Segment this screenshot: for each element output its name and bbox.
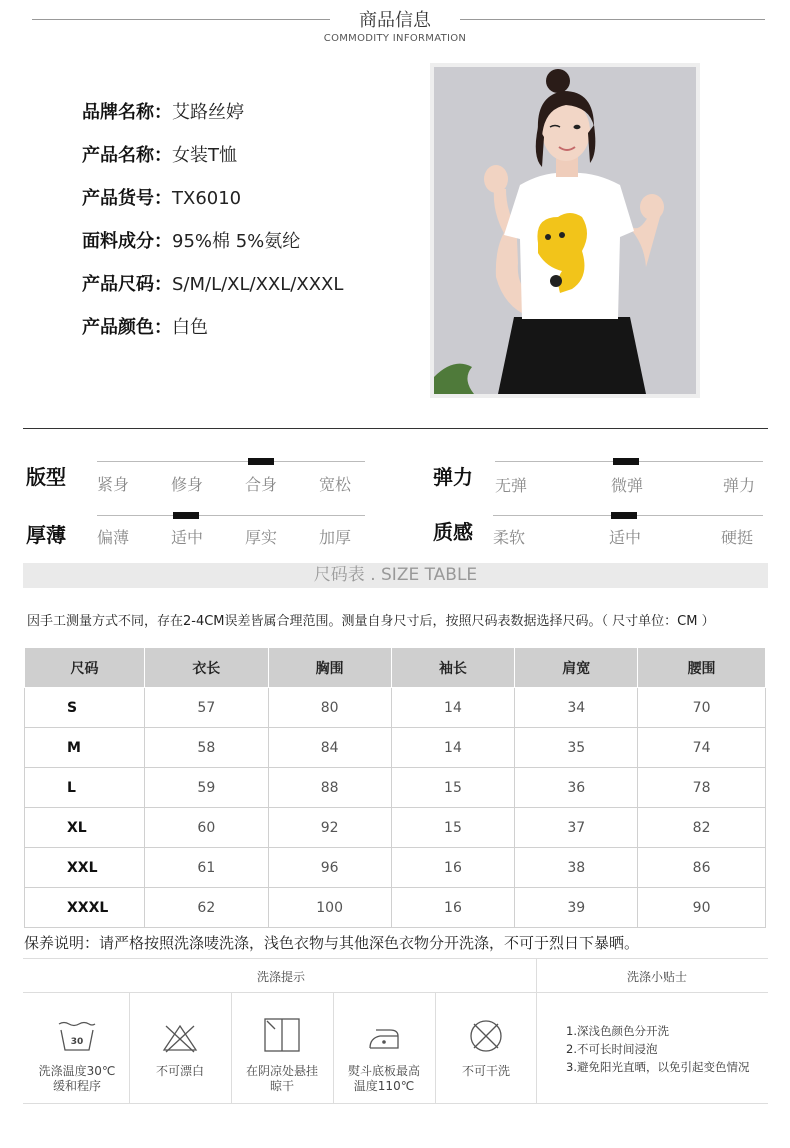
table-cell: 92 [268, 808, 391, 848]
table-cell: 16 [391, 888, 515, 928]
info-value: 95%棉 5%氨纶 [172, 231, 301, 252]
attribute-label: 版型 [26, 465, 66, 489]
section-subtitle: COMMODITY INFORMATION [323, 33, 467, 44]
table-cell: 39 [515, 888, 638, 928]
table-cell: 80 [268, 688, 391, 728]
scale-option: 适中 [171, 528, 204, 547]
scale-marker [173, 512, 199, 519]
info-key: 面料成分： [82, 231, 172, 252]
table-cell: 78 [638, 768, 766, 808]
wash-bottom-border [23, 1103, 768, 1104]
wash-item [436, 1018, 536, 1079]
table-cell: 82 [638, 808, 766, 848]
table-cell: 70 [638, 688, 766, 728]
scale-marker [613, 458, 639, 465]
table-row [25, 688, 766, 728]
wash-30-icon [57, 1020, 97, 1054]
scale-marker [248, 458, 274, 465]
section-title: 商品信息 [359, 10, 431, 31]
wash-divider [536, 958, 537, 1104]
table-row [25, 888, 766, 928]
size-cell: L [25, 768, 145, 808]
scale-option: 硬挺 [721, 528, 754, 547]
scale-option: 加厚 [319, 528, 352, 547]
column-header: 腰围 [638, 648, 766, 688]
info-value: TX6010 [172, 188, 242, 209]
wash-header-border [23, 992, 768, 993]
info-brand [82, 98, 343, 141]
table-cell: 58 [144, 728, 268, 768]
info-fabric [82, 227, 343, 270]
size-cell: XL [25, 808, 145, 848]
table-cell: 59 [144, 768, 268, 808]
info-key: 品牌名称： [82, 102, 172, 123]
size-cell: XXXL [25, 888, 145, 928]
info-value: S/M/L/XL/XXL/XXXL [172, 274, 344, 295]
wash-item-text: 在阴凉处悬挂 [245, 1064, 318, 1078]
table-cell: 100 [268, 888, 391, 928]
column-header: 肩宽 [515, 648, 638, 688]
wash-tip: 3.避免阳光直晒，以免引起变色情况 [566, 1060, 750, 1074]
line-dry-shade-icon [262, 1016, 302, 1054]
size-cell: XXL [25, 848, 145, 888]
column-header: 衣长 [144, 648, 268, 688]
wash-item-text: 晾干 [269, 1079, 294, 1093]
table-row [25, 808, 766, 848]
wash-tip: 2.不可长时间浸泡 [566, 1042, 658, 1056]
size-cell: M [25, 728, 145, 768]
wash-item [27, 1020, 127, 1094]
scale-marker [611, 512, 637, 519]
table-cell: 60 [144, 808, 268, 848]
column-header: 尺码 [25, 648, 145, 688]
column-header: 袖长 [391, 648, 515, 688]
table-cell: 86 [638, 848, 766, 888]
wash-panel [23, 958, 768, 1104]
table-cell: 14 [391, 688, 515, 728]
scale-option: 紧身 [97, 475, 130, 494]
no-bleach-icon [160, 1020, 200, 1054]
scale-option: 柔软 [493, 528, 526, 547]
no-dry-clean-icon [466, 1018, 506, 1054]
wash-item [232, 1016, 332, 1094]
column-header: 胸围 [268, 648, 391, 688]
table-cell: 15 [391, 768, 515, 808]
table-cell: 15 [391, 808, 515, 848]
care-instructions: 保养说明：请严格按照洗涤唛洗涤，浅色衣物与其他深色衣物分开洗涤，不可于烈日下暴晒。 [24, 934, 640, 952]
info-product-name [82, 141, 343, 184]
scale-option: 偏薄 [97, 528, 130, 547]
wash-right-header: 洗涤小贴士 [627, 970, 688, 984]
scale-option: 适中 [609, 528, 642, 547]
table-cell: 37 [515, 808, 638, 848]
wash-item [334, 1022, 434, 1094]
product-photo [430, 63, 700, 398]
info-color [82, 313, 343, 356]
table-cell: 35 [515, 728, 638, 768]
product-info-list [82, 98, 343, 356]
attributes-top-divider [23, 428, 768, 429]
product-photo-image [434, 67, 696, 394]
attribute-label: 质感 [433, 520, 473, 544]
scale-option: 弹力 [723, 476, 756, 495]
wash-item-text: 不可干洗 [461, 1064, 510, 1078]
table-cell: 88 [268, 768, 391, 808]
table-cell: 34 [515, 688, 638, 728]
table-cell: 90 [638, 888, 766, 928]
scale-option: 合身 [245, 475, 278, 494]
info-value: 白色 [172, 317, 208, 338]
table-cell: 61 [144, 848, 268, 888]
info-key: 产品名称： [82, 145, 172, 166]
measurement-note: 因手工测量方式不同，存在2-4CM误差皆属合理范围。测量自身尺寸后，按照尺码表数据选择尺码。（ 尺寸单位：CM ） [27, 614, 715, 629]
table-cell: 14 [391, 728, 515, 768]
table-cell: 74 [638, 728, 766, 768]
info-key: 产品颜色： [82, 317, 172, 338]
attribute-label: 弹力 [433, 465, 473, 489]
scale-option: 修身 [171, 475, 204, 494]
size-table-banner: 尺码表 . SIZE TABLE [23, 563, 768, 588]
wash-temp-text: 30 [70, 1037, 84, 1047]
wash-item-text: 洗涤温度30℃ [38, 1064, 116, 1078]
wash-item-text: 熨斗底板最高 [347, 1064, 420, 1078]
info-key: 产品货号： [82, 188, 172, 209]
wash-item-text: 缓和程序 [52, 1079, 101, 1093]
info-key: 产品尺码： [82, 274, 172, 295]
scale-option: 无弹 [495, 476, 528, 495]
info-value: 艾路丝婷 [172, 102, 244, 123]
size-table-header [25, 648, 766, 688]
table-cell: 96 [268, 848, 391, 888]
table-cell: 36 [515, 768, 638, 808]
table-cell: 84 [268, 728, 391, 768]
wash-tips [566, 1022, 749, 1076]
info-item-number [82, 184, 343, 227]
wash-left-header: 洗涤提示 [257, 970, 306, 984]
table-cell: 62 [144, 888, 268, 928]
wash-top-border [23, 958, 768, 959]
info-value: 女装T恤 [172, 145, 237, 166]
table-cell: 16 [391, 848, 515, 888]
table-cell: 38 [515, 848, 638, 888]
table-row [25, 848, 766, 888]
scale-track [97, 461, 365, 462]
wash-item-text: 温度110℃ [353, 1079, 415, 1093]
table-row [25, 728, 766, 768]
table-row [25, 768, 766, 808]
size-cell: S [25, 688, 145, 728]
scale-option: 厚实 [245, 528, 278, 547]
iron-icon [364, 1022, 404, 1054]
info-sizes [82, 270, 343, 313]
size-table [24, 647, 766, 928]
scale-track [97, 515, 365, 516]
wash-item [130, 1020, 230, 1079]
wash-tip: 1.深浅色颜色分开洗 [566, 1024, 669, 1038]
table-cell: 57 [144, 688, 268, 728]
wash-item-text: 不可漂白 [155, 1064, 204, 1078]
section-header [0, 0, 790, 50]
scale-option: 宽松 [319, 475, 352, 494]
model-illustration [434, 67, 696, 394]
scale-option: 微弹 [611, 476, 644, 495]
attribute-label: 厚薄 [26, 523, 66, 547]
